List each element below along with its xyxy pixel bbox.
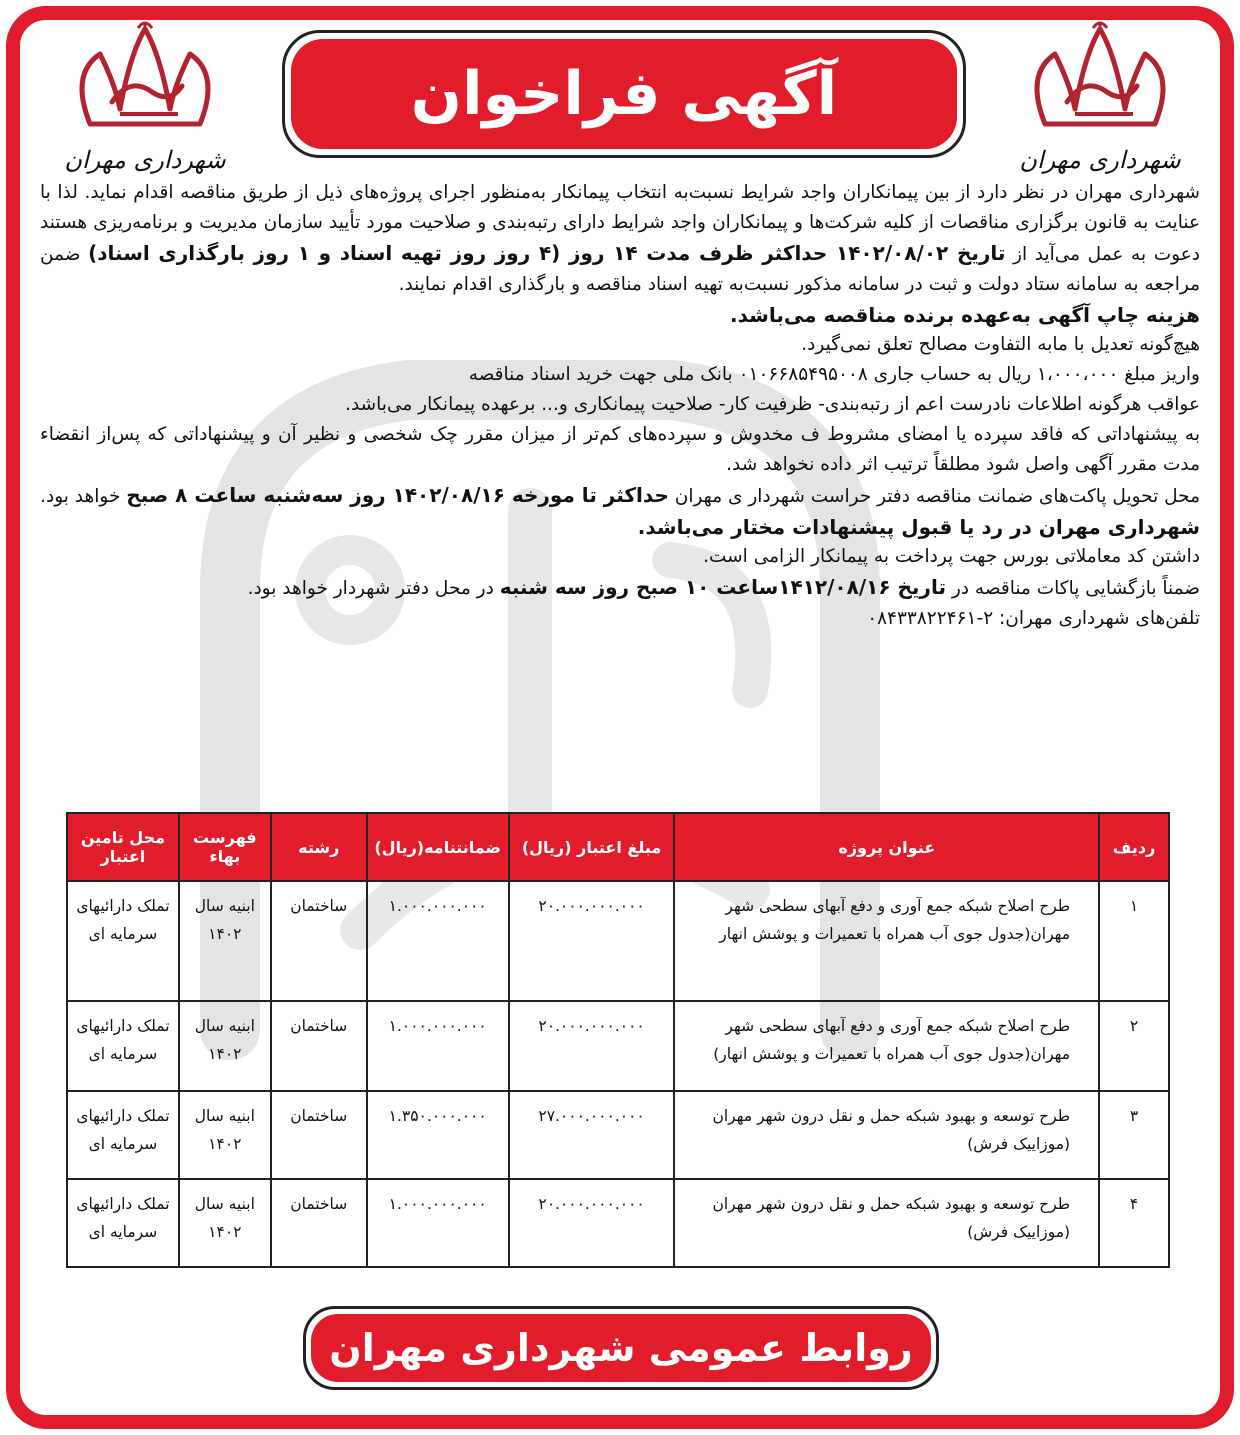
table-row: [67, 881, 1169, 1001]
price-list: ابنیه سال ۱۴۰۲: [179, 1179, 271, 1267]
price-list: ابنیه سال ۱۴۰۲: [179, 1001, 271, 1091]
consequences-note: عواقب هرگونه اطلاعات نادرست اعم از رتبه‌بندی- ظرفیت کار- صلاحیت پیمانکاری و... برعهده پیمانکار می‌باشد.: [345, 394, 1200, 415]
funding-source: تملک دارائیهای سرمایه ای: [67, 881, 179, 1001]
opening-date: تاریخ ۱۴۱۲/۰۸/۱۶ساعت ۱۰ صبح روز سه شنبه: [499, 575, 946, 599]
intro-end-text: ضمن مراجعه به سامانه ستاد دولت و ثبت در سامانه مذکور نسبت‌به تهیه اسناد مناقصه و بارگذاری اقدام نمایند.: [40, 244, 1200, 295]
rights-note: شهرداری مهران در رد یا قبول پیشنهادات مختار می‌باشد.: [637, 515, 1200, 539]
row-number: ۲: [1099, 1001, 1169, 1091]
no-adjustment-note: هیچ‌گونه تعدیل با مابه التفاوت مصالح تعلق نمی‌گیرد.: [801, 334, 1200, 355]
funding-source: تملک دارائیهای سرمایه ای: [67, 1179, 179, 1267]
budget-amount: ۲۰.۰۰۰.۰۰۰.۰۰۰: [509, 1179, 675, 1267]
table-row: [67, 1001, 1169, 1091]
header-budget: مبلغ اعتبار (ریال): [509, 813, 675, 881]
municipality-logo-right: [1015, 14, 1185, 174]
guarantee-amount: ۱.۰۰۰.۰۰۰.۰۰۰: [367, 1179, 509, 1267]
public-relations-signature: روابط عمومی شهرداری مهران: [311, 1314, 931, 1382]
intro-text: شهرداری مهران در نظر دارد از بین پیمانکاران واجد شرایط نسبت‌به انتخاب پیمانکار به‌منظور اجرای پروژه‌های ذیل از طریق مناقصه اقدام نماید. لذا با عنایت به قانون برگزاری مناقصات از کلیه شرکت‌ها و پیمانکاران واجد شرایط دارای رتبه‌بندی و صلاحیت مورد تأیید سازمان مدیریت و برنامه‌ریزی هستند دعوت به عمل می‌آید از: [40, 182, 1200, 265]
delivery-paragraph: [40, 480, 1200, 512]
invalid-bids-note: به پیشنهاداتی که فاقد سپرده یا امضای مشروط ف مخدوش و سپرده‌های کم‌تر از میزان مقرر چک شخصی و نظیر آن و پیشنهاداتی که پس‌از انقضاء مدت مقرر آگهی واصل شود مطلقاً ترتیب اثر داده نخواهد شد.: [40, 424, 1200, 475]
header-funding: محل تامین اعتبار: [67, 813, 179, 881]
guarantee-amount: ۱.۰۰۰.۰۰۰.۰۰۰: [367, 881, 509, 1001]
announcement-body: [40, 178, 1200, 634]
municipality-logo-left: [60, 14, 230, 174]
table-header-row: [67, 813, 1169, 881]
opening-end-text: در محل دفتر شهردار خواهد بود.: [247, 578, 494, 599]
field: ساختمان: [271, 1179, 367, 1267]
header-price-list: فهرست بهاء: [179, 813, 271, 881]
row-number: ۴: [1099, 1179, 1169, 1267]
project-title: طرح اصلاح شبکه جمع آوری و دفع آبهای سطحی شهر مهران(جدول جوی آب همراه با تعمیرات و پوشش انهار: [674, 881, 1099, 1001]
table-row: [67, 1179, 1169, 1267]
opening-text: ضمناً بازگشایی پاکات مناقصه در: [951, 578, 1200, 599]
budget-amount: ۲۰.۰۰۰.۰۰۰.۰۰۰: [509, 1001, 675, 1091]
project-title: طرح توسعه و بهبود شبکه حمل و نقل درون شهر مهران (موزاییک فرش): [674, 1179, 1099, 1267]
opening-paragraph: [40, 572, 1200, 604]
row-number: ۳: [1099, 1091, 1169, 1179]
guarantee-amount: ۱.۰۰۰.۰۰۰.۰۰۰: [367, 1001, 509, 1091]
delivery-deadline: حداکثر تا مورخه ۱۴۰۲/۰۸/۱۶ روز سه‌شنبه ساعت ۸ صبح: [126, 483, 669, 507]
table-row: [67, 1091, 1169, 1179]
header-field: رشته: [271, 813, 367, 881]
delivery-text: محل تحویل پاکت‌های ضمانت مناقصه دفتر حراست شهردار ی مهران: [674, 486, 1200, 507]
bourse-note: داشتن کد معاملاتی بورس جهت پرداخت به پیمانکار الزامی است.: [703, 546, 1200, 567]
cost-note: هزینه چاپ آگهی به‌عهده برنده مناقصه می‌باشد.: [730, 303, 1200, 327]
intro-paragraph: [40, 178, 1200, 300]
header-row-number: ردیف: [1099, 813, 1169, 881]
funding-source: تملک دارائیهای سرمایه ای: [67, 1001, 179, 1091]
guarantee-amount: ۱.۳۵۰.۰۰۰.۰۰۰: [367, 1091, 509, 1179]
price-list: ابنیه سال ۱۴۰۲: [179, 1091, 271, 1179]
mehran-emblem-icon: [60, 14, 230, 134]
project-title: طرح اصلاح شبکه جمع آوری و دفع آبهای سطحی شهر مهران(جدول جوی آب همراه با تعمیرات و پوشش انهار): [674, 1001, 1099, 1091]
budget-amount: ۲۰.۰۰۰.۰۰۰.۰۰۰: [509, 881, 675, 1001]
funding-source: تملک دارائیهای سرمایه ای: [67, 1091, 179, 1179]
page-title: آگهی فراخوان: [291, 39, 957, 149]
mehran-emblem-icon: [1015, 14, 1185, 134]
intro-deadline: تاریخ ۱۴۰۲/۰۸/۰۲ حداکثر ظرف مدت ۱۴ روز (۴ روز روز تهیه اسناد و ۱ روز بارگذاری اسناد): [88, 241, 1006, 265]
project-title: طرح توسعه و بهبود شبکه حمل و نقل درون شهر مهران (موزاییک فرش): [674, 1091, 1099, 1179]
logo-caption: شهرداری مهران: [64, 146, 226, 174]
row-number: ۱: [1099, 881, 1169, 1001]
budget-amount: ۲۷.۰۰۰.۰۰۰.۰۰۰: [509, 1091, 675, 1179]
header-guarantee: ضمانتنامه(ریال): [367, 813, 509, 881]
price-list: ابنیه سال ۱۴۰۲: [179, 881, 271, 1001]
phone-numbers: تلفن‌های شهرداری مهران: ۲-۰۸۴۳۳۸۲۲۴۶۱: [867, 608, 1200, 629]
header-project-title: عنوان پروژه: [674, 813, 1099, 881]
logo-caption: شهرداری مهران: [1019, 146, 1181, 174]
title-banner: [282, 30, 966, 158]
delivery-end-text: خواهد بود.: [40, 486, 121, 507]
payment-note: واریز مبلغ ۱،۰۰۰،۰۰۰ ریال به حساب جاری ۰۱۰۶۶۸۵۴۹۵۰۰۸ بانک ملی جهت خرید اسناد مناقصه: [468, 364, 1200, 385]
projects-table: [66, 812, 1170, 1268]
field: ساختمان: [271, 881, 367, 1001]
field: ساختمان: [271, 1091, 367, 1179]
footer-banner: [303, 1306, 939, 1390]
field: ساختمان: [271, 1001, 367, 1091]
